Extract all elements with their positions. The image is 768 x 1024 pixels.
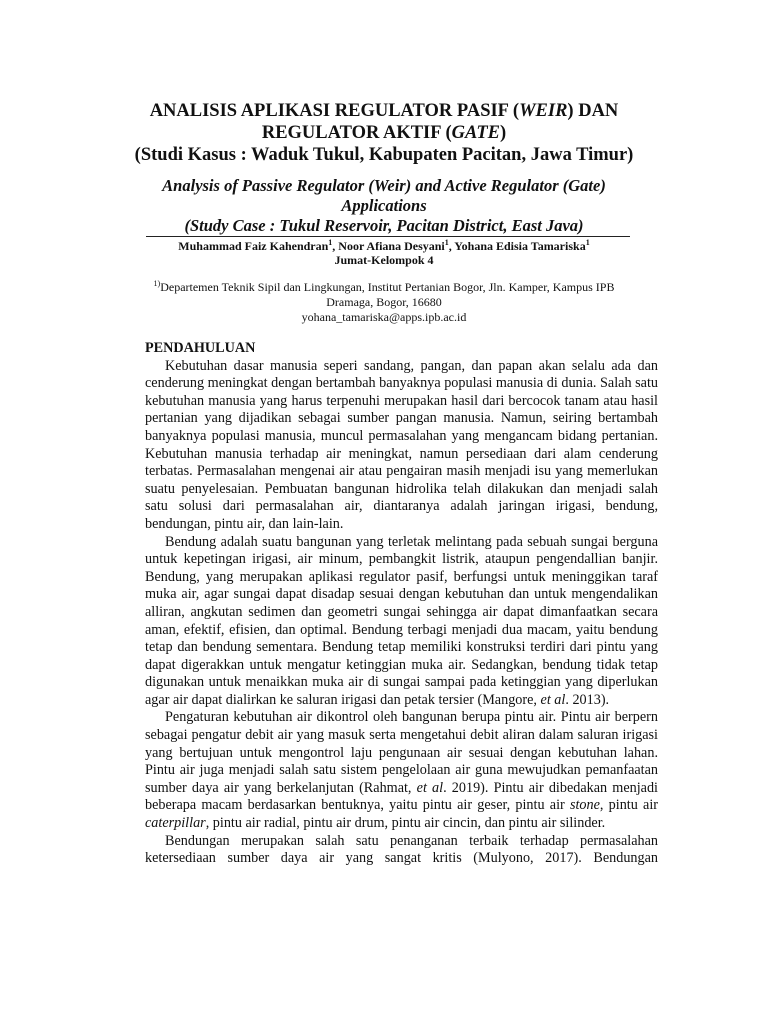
affiliation-email: yohana_tamariska@apps.ipb.ac.id — [301, 310, 467, 324]
author-list — [120, 239, 648, 267]
affiliation — [130, 280, 638, 325]
body-text — [145, 340, 658, 868]
title-indonesian — [120, 100, 648, 166]
title-en-line-3: (Study Case : Tukul Reservoir, Pacitan District, East Java) — [184, 216, 584, 235]
paragraph-2: Bendung adalah suatu bangunan yang terletak melintang pada sebuah sungai berguna untuk kepetingan irigasi, air minum, pembangkit listrik, ataupun pengendallian banjir. Bendung, yang merupakan aplikasi regulator pasif, berfungsi untuk meninggikan taraf muka air, agar sungai dapat disadap sesuai dengan kebutuhan dan untuk mengendalikan alliran, angkutan sedimen dan geometri sungai sehingga air dapat dimanfaatkan secara aman, efektif, efisien, dan optimal. Bendung terbagi menjadi dua macam, yaitu bendung tetap dan bendung sementara. Bendung tetap memiliki konstruksi terdiri dari pintu yang dapat digerakkan untuk mengatur ketinggian muka air. Sedangkan, bendung tidak tetap digunakan untuk menaikkan muka air di sungai sampai pada ketinggian yang diperlukan agar air dapat dialirkan ke saluran irigasi dan petak tersier (Mangore, et al. 2013). — [145, 533, 658, 708]
title-line-3: (Studi Kasus : Waduk Tukul, Kabupaten Pacitan, Jawa Timur) — [134, 145, 634, 165]
author-names: Muhammad Faiz Kahendran$^1$, Noor Afiana Desyani$^1$, Yohana Edisia Tamariska$^1$ — [178, 238, 590, 253]
title-divider — [146, 236, 630, 237]
affiliation-line-1: $^{1)}$Departemen Teknik Sipil dan Lingkungan, Institut Pertanian Bogor, Jln. Kamper, Kampus IPB — [153, 279, 615, 294]
affiliation-line-2: Dramaga, Bogor, 16680 — [326, 295, 442, 309]
title-en-line-2: Applications — [341, 196, 427, 215]
paragraph-3: Pengaturan kebutuhan air dikontrol oleh bangunan berupa pintu air. Pintu air berpern sebagai pengatur debit air yang masuk serta mengetahui debit aliran dalam saluran irigasi yang bertujuan untuk mengontrol laju pengunaan air sesuai dengan kebutuhan lahan. Pintu air juga menjadi salah satu sistem pengelolaan air guna mewujudkan pemanfaatan sumber daya air yang berkelanjutan (Rahmat, et al. 2019). Pintu air dibedakan menjadi beberapa macam berdasarkan bentuknya, yaitu pintu air geser, pintu air stone, pintu air caterpillar, pintu air radial, pintu air drum, pintu air cincin, dan pintu air silinder. — [145, 709, 659, 832]
section-heading: PENDAHULUAN — [145, 340, 256, 356]
title-line-1: ANALISIS APLIKASI REGULATOR PASIF (WEIR) DAN — [149, 101, 619, 121]
paragraph-4: Bendungan merupakan salah satu penanganan terbaik terhadap permasalahan ketersediaan sumber daya air yang sangat kritis (Mulyono, 2017). Bendungan — [145, 832, 658, 867]
author-group: Jumat-Kelompok 4 — [334, 253, 434, 267]
title-line-2: REGULATOR AKTIF (GATE) — [261, 123, 507, 143]
paragraph-1: Kebutuhan dasar manusia seperi sandang, pangan, dan papan akan selalu ada dan cenderung meningkat dengan bertambah banyaknya populasi manusia di dunia. Salah satu kebutuhan manusia yang harus terpenuhi merupakan hasil dari bercocok tanam atau hasil pertanian yang dijadikan sebagai sumber pangan manusia. Namun, seiring bertambah banyaknya populasi manusia, muncul permasalahan yang mengancam bidang pertanian. Kebutuhan manusia terhadap air meningkat, namun persediaan dari alam cenderung terbatas. Permasalahan mengenai air atau pengairan masih menjadi isu yang memerlukan suatu penyelesaian. Pembuatan bangunan hidrolika telah dilakukan dan menjadi salah satu solusi dari permasalahan air, diantaranya adalah jaringan irigasi, bendung, bendungan, pintu air, dan lain-lain. — [145, 357, 658, 532]
title-en-line-1: Analysis of Passive Regulator (Weir) and Active Regulator (Gate) — [162, 176, 606, 195]
title-english — [120, 176, 648, 236]
